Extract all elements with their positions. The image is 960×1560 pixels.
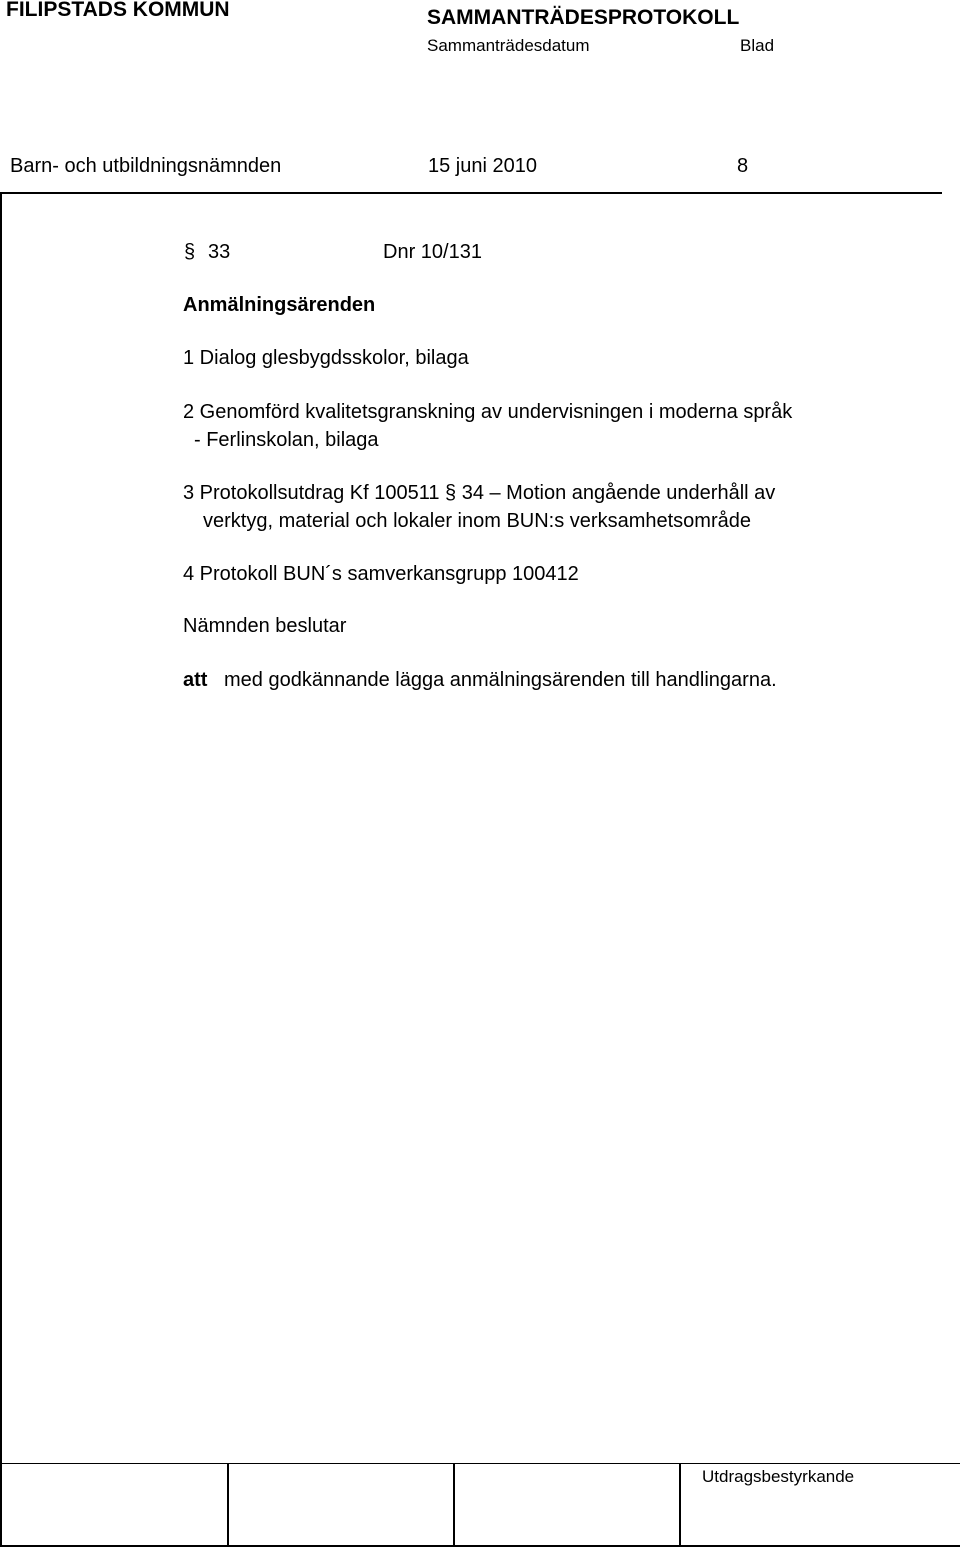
frame-bottom-border — [0, 1545, 960, 1547]
footer-divider-line — [0, 1463, 960, 1464]
list-item-continuation: - Ferlinskolan, bilaga — [194, 429, 379, 451]
frame-top-border — [0, 192, 942, 194]
list-item: 4 Protokoll BUN´s samverkansgrupp 100412 — [183, 563, 579, 585]
page-number: 8 — [737, 155, 749, 177]
list-item: 2 Genomförd kvalitetsgranskning av undervisningen i moderna språk — [183, 401, 793, 423]
page-label: Blad — [740, 36, 775, 55]
section-heading: Anmälningsärenden — [183, 294, 376, 316]
decision-heading: Nämnden beslutar — [183, 615, 347, 637]
list-item: 3 Protokollsutdrag Kf 100511 § 34 – Motion angående underhåll av — [183, 482, 776, 504]
frame-left-border — [0, 192, 2, 1547]
list-item: 1 Dialog glesbygdsskolor, bilaga — [183, 347, 469, 369]
section-number: 33 — [208, 241, 231, 263]
decision-att-label: att — [183, 669, 208, 691]
document-title: SAMMANTRÄDESPROTOKOLL — [427, 6, 740, 29]
meeting-date: 15 juni 2010 — [428, 155, 537, 177]
board-name: Barn- och utbildningsnämnden — [10, 155, 282, 177]
municipality-name: FILIPSTADS KOMMUN — [6, 0, 230, 21]
footer-cell-divider — [453, 1463, 455, 1545]
list-item-continuation: verktyg, material och lokaler inom BUN:s verksamhetsområde — [203, 510, 751, 532]
footer-cell-divider — [227, 1463, 229, 1545]
section-sign: § — [184, 241, 196, 263]
footer-certification-label: Utdragsbestyrkande — [702, 1467, 855, 1486]
decision-text: med godkännande lägga anmälningsärenden till handlingarna. — [224, 669, 777, 691]
footer-cell-divider — [679, 1463, 681, 1545]
diary-number: Dnr 10/131 — [383, 241, 482, 263]
meeting-date-label: Sammanträdesdatum — [427, 36, 590, 55]
